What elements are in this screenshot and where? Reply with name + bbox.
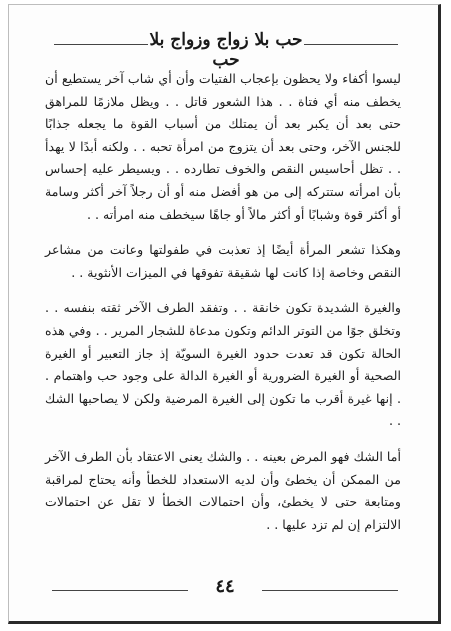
paragraph-4: أما الشك فهو المرض بعينه . . والشك يعنى الاعتقاد بأن الطرف الآخر من الممكن أن يخطئ وأن لديه الاستعداد للخطأ وأنه يحتاج لمراقبة ومتابعة حتى لا يخطئ، وأن احتمالات الخطأ لا تقل عن احتمالات الالتزام إن لم تزد عليها . . (45, 448, 401, 532)
footer-rule-left (52, 590, 188, 591)
body-text (45, 68, 401, 549)
page-footer (52, 578, 398, 600)
header-rule-left (54, 44, 148, 45)
header-title: حب بلا زواج وزواج بلا حب (149, 30, 303, 70)
footer-rule-right (262, 590, 398, 591)
running-header (54, 28, 398, 70)
header-rule-right (304, 44, 398, 45)
page-number: ٤٤ (215, 576, 235, 597)
paragraph-2: وهكذا تشعر المرأة أيضًا إذ تعذبت في طفولتها وعانت من مشاعر النقص وخاصة إذا كانت لها شقيقة تفوقها في الميزات الأنثوية . . (45, 242, 401, 280)
paragraph-1: ليسوا أكفاء ولا يحظون بإعجاب الفتيات وأن أي شاب آخر يستطيع أن يخطف منه أي فتاة . . هذا الشعور قاتل . . ويظل ملازمًا للمراهق حتى بعد أن يكبر بعد أن يمتلك من أسباب القوة ما يجعله جذابًا للجنس الآخر، وحتى بعد أن يتزوج من امرأة تحبه . . ولكنه أبدًا لا يهدأ . . تظل أحاسيس النقص والخوف تطارده . . ويسيطر عليه إحساس بأن امرأته ستتركه إلى من هو أفضل منه أو أن رجلاً آخر أكثر وسامة أو أكثر قوة وشبابًا أو أكثر مالاً أو جاهًا سيخطف منه امرأته . . (45, 71, 401, 222)
paragraph-3: والغيرة الشديدة تكون خانقة . . وتفقد الطرف الآخر ثقته بنفسه . . وتخلق جوًا من التوتر الدائم وتكون مدعاة للشجار المرير . . وفي هذه الحالة تكون قد تعدت حدود الغيرة السويّة إذ جاز التعبير أو الغيرة الصحية أو الغيرة الضرورية أو الغيرة الدالة على وجود حب واهتمام . . إنها غيرة أقرب ما تكون إلى الغيرة المرضية ولكن لا يصاحبها الشك . . (45, 300, 401, 429)
